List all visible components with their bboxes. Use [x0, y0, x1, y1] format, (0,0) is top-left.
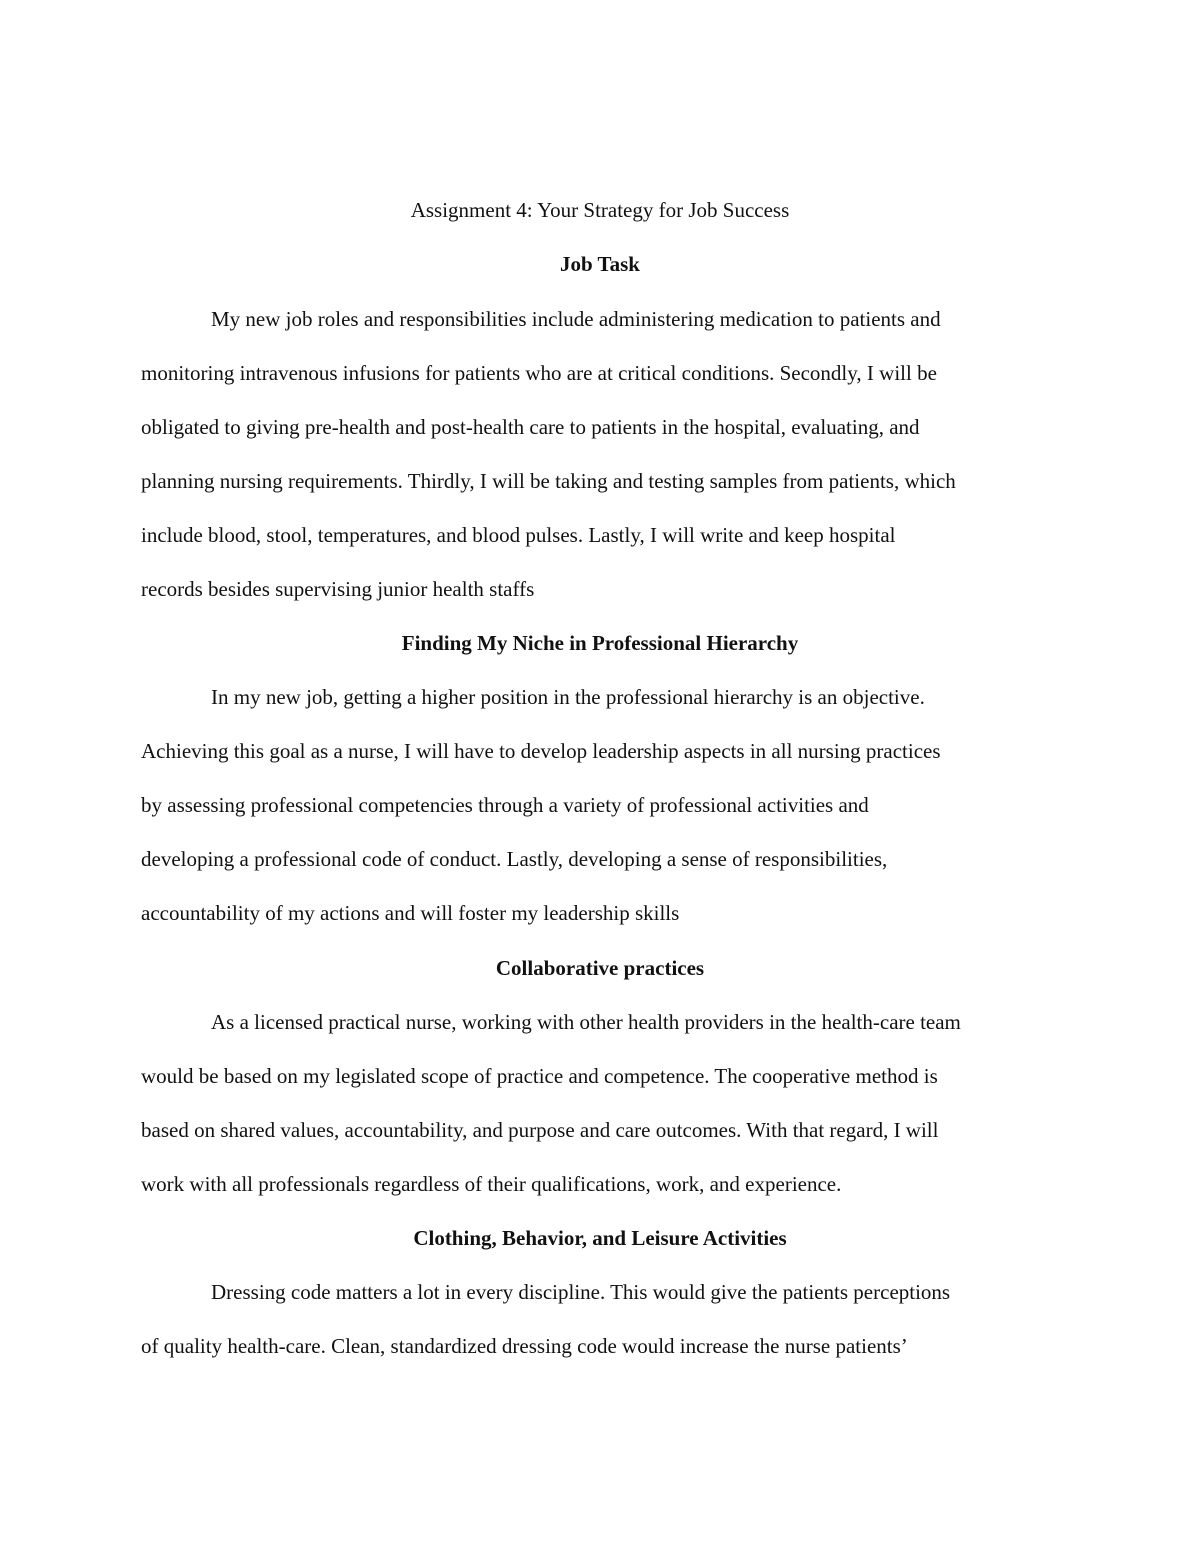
- section-heading-collaborative-practices: Collaborative practices: [495, 956, 705, 980]
- paragraph-line: obligated to giving pre-health and post-health care to patients in the hospital, evaluating, and: [141, 415, 920, 439]
- paragraph-line: Dressing code matters a lot in every discipline. This would give the patients perceptions: [211, 1280, 951, 1304]
- document-title: Assignment 4: Your Strategy for Job Success: [410, 198, 790, 222]
- paragraph-line: would be based on my legislated scope of practice and competence. The cooperative method is: [141, 1064, 938, 1088]
- paragraph-line: based on shared values, accountability, and purpose and care outcomes. With that regard, I will: [141, 1118, 939, 1142]
- paragraph-line: monitoring intravenous infusions for patients who are at critical conditions. Secondly, I will be: [141, 361, 937, 385]
- section-heading-clothing-behavior-leisure: Clothing, Behavior, and Leisure Activities: [413, 1226, 787, 1250]
- paragraph-line: In my new job, getting a higher position in the professional hierarchy is an objective.: [211, 685, 925, 709]
- paragraph-line: My new job roles and responsibilities include administering medication to patients and: [211, 307, 941, 331]
- section-heading-finding-my-niche: Finding My Niche in Professional Hierarchy: [401, 631, 799, 655]
- paragraph-line: planning nursing requirements. Thirdly, I will be taking and testing samples from patients, which: [141, 469, 956, 493]
- paragraph-line: include blood, stool, temperatures, and blood pulses. Lastly, I will write and keep hospital: [141, 523, 896, 547]
- paragraph-line: by assessing professional competencies through a variety of professional activities and: [141, 793, 869, 817]
- paragraph-line: Achieving this goal as a nurse, I will have to develop leadership aspects in all nursing practices: [141, 739, 941, 763]
- paragraph-line: developing a professional code of conduct. Lastly, developing a sense of responsibilities,: [141, 847, 888, 871]
- paragraph-line: accountability of my actions and will foster my leadership skills: [141, 901, 680, 925]
- paragraph-line: records besides supervising junior health staffs: [141, 577, 535, 601]
- section-heading-job-task: Job Task: [560, 252, 640, 276]
- paragraph-line: As a licensed practical nurse, working with other health providers in the health-care team: [211, 1010, 961, 1034]
- paragraph-line: of quality health-care. Clean, standardized dressing code would increase the nurse patients’: [141, 1334, 908, 1358]
- paragraph-line: work with all professionals regardless of their qualifications, work, and experience.: [141, 1172, 842, 1196]
